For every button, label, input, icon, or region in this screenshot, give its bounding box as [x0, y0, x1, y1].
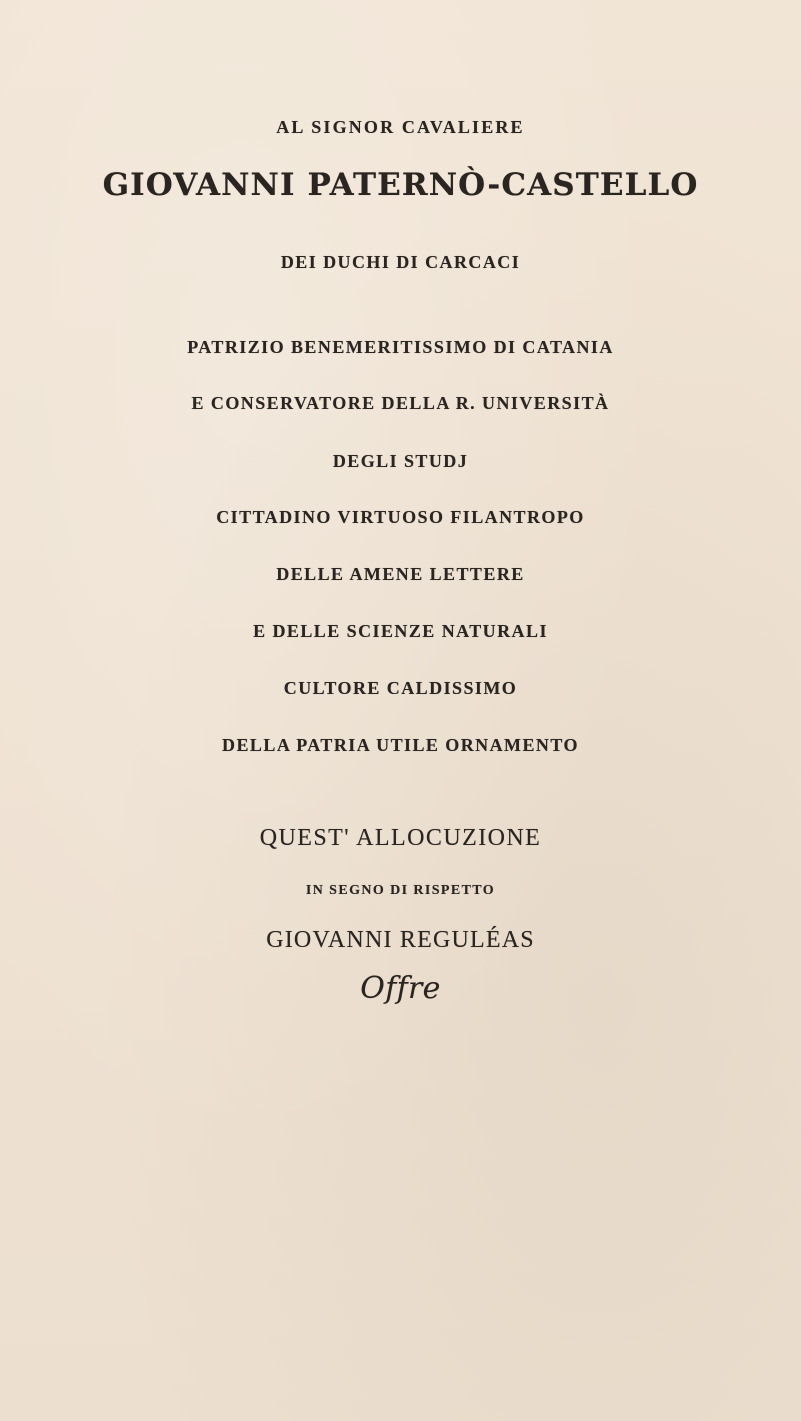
dedicatee-name: GIOVANNI PATERNÒ-CASTELLO	[102, 167, 699, 203]
ducal-house-line: DEI DUCHI DI CARCACI	[280, 252, 521, 272]
conservator-line: E CONSERVATORE DELLA R. UNIVERSITÀ	[191, 393, 610, 413]
homeland-line: DELLA PATRIA UTILE ORNAMENTO	[222, 735, 579, 755]
respect-line: IN SEGNO DI RISPETTO	[305, 883, 496, 898]
studies-line: DEGLI STUDJ	[332, 451, 469, 471]
allocution-line: QUEST' ALLOCUZIONE	[259, 825, 542, 851]
letters-line: DELLE AMENE LETTERE	[276, 564, 525, 584]
author-name: GIOVANNI REGULÉAS	[266, 927, 535, 953]
dedication-heading: AL SIGNOR CAVALIERE	[276, 117, 525, 137]
sciences-line: E DELLE SCIENZE NATURALI	[253, 621, 548, 641]
virtues-line: CITTADINO VIRTUOSO FILANTROPO	[216, 507, 585, 527]
patrician-line: PATRIZIO BENEMERITISSIMO DI CATANIA	[187, 337, 614, 357]
cultivator-line: CULTORE CALDISSIMO	[283, 678, 518, 698]
closing-signature: Offre	[360, 971, 441, 1006]
